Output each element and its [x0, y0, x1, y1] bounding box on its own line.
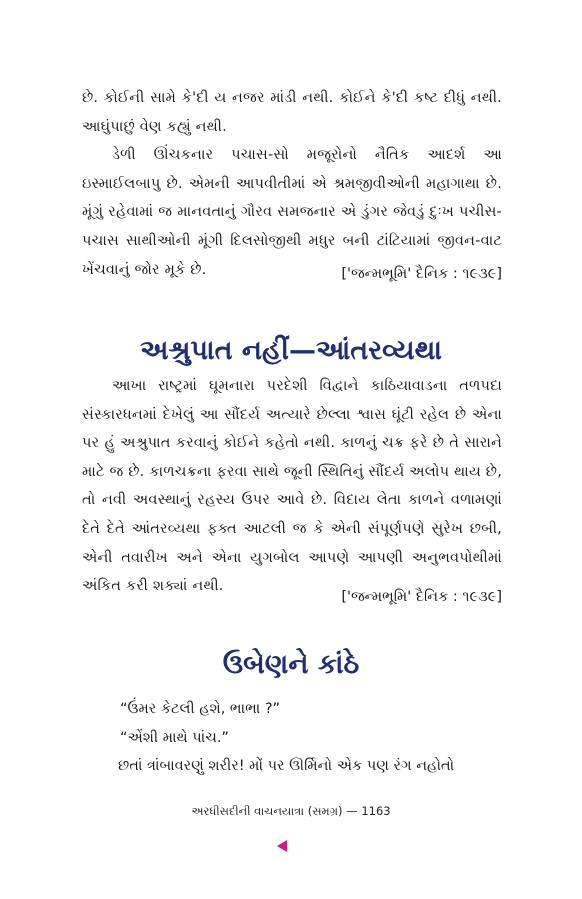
section2-text: [82, 372, 502, 601]
section1-text: [82, 84, 502, 284]
section-heading: ઉબેણને કાંઠે: [222, 649, 360, 680]
paragraph: આખા રાષ્ટ્રમાં ઘૂમનારા પરદેશી વિદ્વાને કાઠિયાવાડના તળપદા સંસ્કારધનમાં દેખેલું આ સૌંદર્ય અત્યારે છેલ્લા શ્વાસ ઘૂંટી રહેલ છે એના પર હું અશ્રુપાત કરવાનું કોઈને કહેતો નથી. કાળનું ચક્ર ફરે છે તે સારાને માટે જ છે. કાળચક્રના ફરવા સાથે જૂની સ્થિતિનું સૌંદર્ય અલોપ થાય છે, તો નવી અવસ્થાનું રહસ્ય ઉપર આવે છે. વિદાય લેતા કાળને વળામણાં દેતે દેતે આંતરવ્યથા ફક્ત આટલી જ કે એની સંપૂર્ણપણે સુરેખ છબી, એની તવારીખ અને એના યુગબોલ આપણે આપણી અનુભવપોથીમાં અંકિત કરી શક્યાં નથી.: [82, 378, 502, 595]
dialogue-line: “ઉંમર કેટલી હશે, ભાભા ?”: [120, 701, 281, 717]
paragraph: છતાં ત્રાંબાવરણું શરીર! મોં પર ઊર્મિનો એક પણ રંગ નહોતો: [118, 758, 455, 775]
paragraph: ડેળી ઊંચકનાર પચાસ-સો મજૂરોનો નૈતિક આદર્શ આ ઇસ્માઈલબાપુ છે. એમની આપવીતીમાં એ શ્રમજીવીઓની મહાગાથા છે. મૂંગું રહેવામાં જ માનવતાનું ગૌરવ સમજનાર એ ડુંગર જેવડું દુઃખ પચીસ-પચાસ સાથીઓની મૂંગી દિલસોજીથી મધુર બની ટાંટિયામાં જીવન-વાટ ખેંચવાનું જોર મૂકે છે.: [82, 147, 502, 278]
triangle-left-icon[interactable]: [277, 840, 287, 852]
dialogue-line: “એંશી માથે પાંચ.”: [120, 729, 229, 746]
source-citation: ['જન્મભૂમિ' દૈનિક : ૧૯૩૯]: [341, 266, 502, 282]
section3-text: [120, 695, 504, 781]
source-citation: ['જન્મભૂમિ' દૈનિક : ૧૯૩૯]: [341, 589, 502, 605]
paragraph-continuation: છે. કોઈની સામે કે'દી ય નજર માંડી નથી. કોઈને કે'દી કષ્ટ દીધું નથી. આઘુંપાછું વેણ કહ્યું નથી.: [82, 90, 502, 135]
section-heading: અશ્રુપાત નહીં—આંતરવ્યથા: [140, 335, 442, 366]
page-footer: અરધીસદીની વાચનયાત્રા (સમગ્ર) — 1163: [191, 804, 391, 818]
